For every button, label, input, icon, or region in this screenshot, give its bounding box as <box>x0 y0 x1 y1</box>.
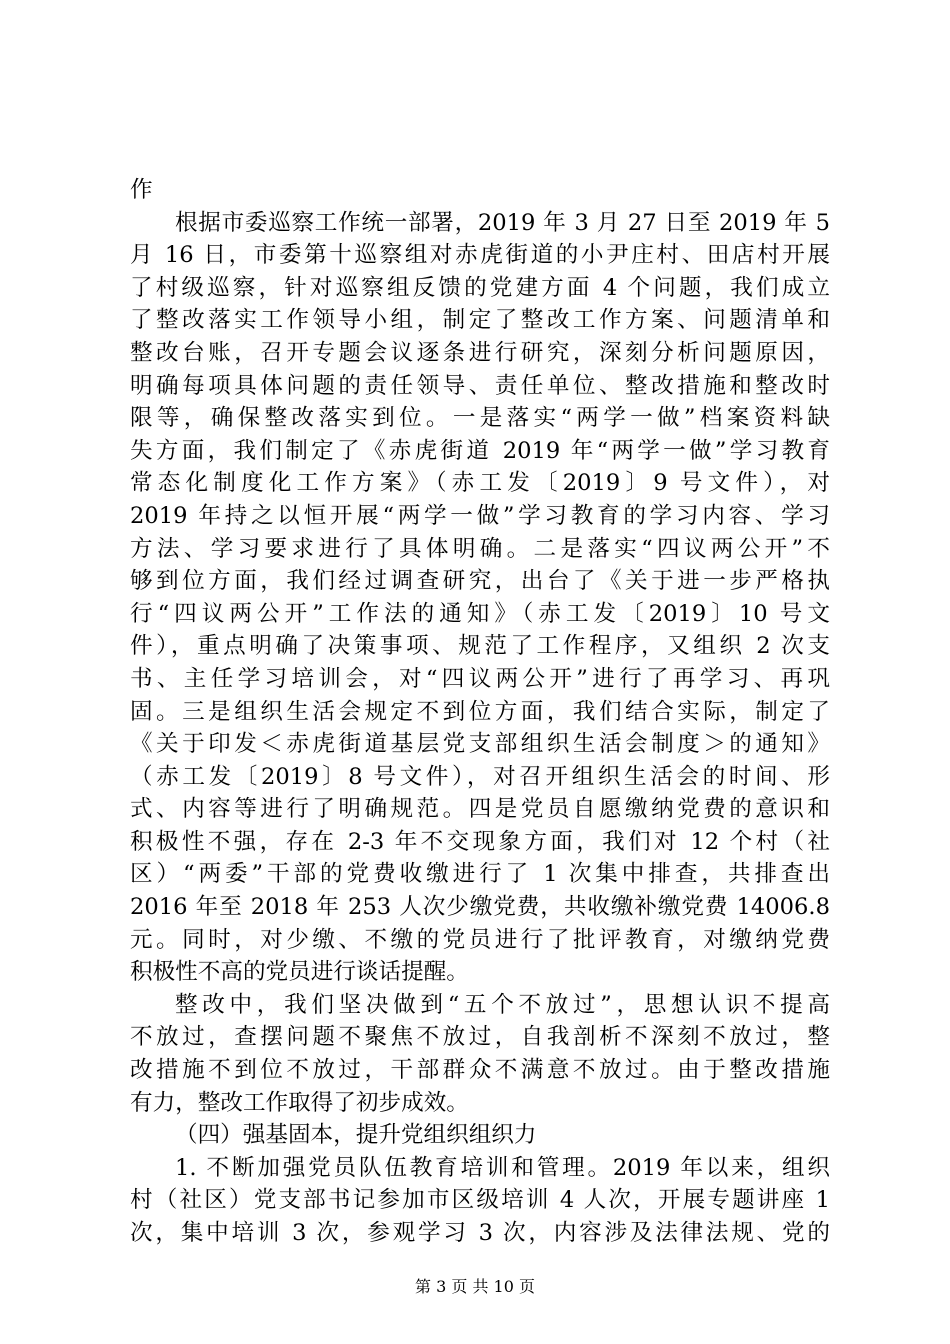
text-line: 书、主任学习培训会，对“四议两公开”进行了再学习、再巩 <box>130 665 830 692</box>
text-line: 固。三是组织生活会规定不到位方面，我们结合实际，制定了 <box>130 698 830 725</box>
text-line: 村（社区）党支部书记参加市区级培训 4 人次，开展专题讲座 1 <box>130 1187 830 1214</box>
text-line: 行“四议两公开”工作法的通知》（赤工发〔2019〕10 号文 <box>130 600 830 627</box>
text-line: 1. 不断加强党员队伍教育培训和管理。2019 年以来，组织 <box>175 1154 830 1181</box>
text-line: 了整改落实工作领导小组，制定了整改工作方案、问题清单和 <box>130 307 830 334</box>
text-line: 2016 年至 2018 年 253 人次少缴党费，共收缴补缴党费 14006.8 <box>130 894 830 921</box>
text-line: 改措施不到位不放过，干部群众不满意不放过。由于整改措施 <box>130 1057 830 1084</box>
text-line: 够到位方面，我们经过调查研究，出台了《关于进一步严格执 <box>130 568 830 595</box>
text-line: 式、内容等进行了明确规范。四是党员自愿缴纳党费的意识和 <box>130 796 830 823</box>
text-line: 了村级巡察，针对巡察组反馈的党建方面 4 个问题，我们成立 <box>130 274 830 301</box>
page-footer: 第 3 页 共 10 页 <box>415 1277 535 1296</box>
text-line: 明确每项具体问题的责任领导、责任单位、整改措施和整改时 <box>130 372 830 399</box>
text-line: 整改台账，召开专题会议逐条进行研究，深刻分析问题原因， <box>130 339 830 366</box>
body-text <box>130 174 830 1250</box>
text-line: 失方面，我们制定了《赤虎街道 2019 年“两学一做”学习教育 <box>130 437 830 464</box>
text-line: 常态化制度化工作方案》（赤工发〔2019〕9 号文件），对 <box>130 470 830 497</box>
text-line: 区）“两委”干部的党费收缴进行了 1 次集中排查，共排查出 <box>130 861 830 888</box>
text-line: 作 <box>130 177 153 203</box>
text-line: 限等，确保整改落实到位。一是落实“两学一做”档案资料缺 <box>130 405 830 432</box>
text-line: 件），重点明确了决策事项、规范了工作程序，又组织 2 次支 <box>130 633 830 660</box>
text-line: 元。同时，对少缴、不缴的党员进行了批评教育，对缴纳党费 <box>130 926 830 953</box>
text-line: 《关于印发＜赤虎街道基层党支部组织生活会制度＞的通知》 <box>130 731 830 758</box>
text-line: 有力，整改工作取得了初步成效。 <box>130 1089 469 1116</box>
text-line: （赤工发〔2019〕8 号文件），对召开组织生活会的时间、形 <box>130 763 830 790</box>
text-line: 月 16 日，市委第十巡察组对赤虎街道的小尹庄村、田店村开展 <box>130 242 830 269</box>
text-line: 次，集中培训 3 次，参观学习 3 次，内容涉及法律法规、党的 <box>130 1220 830 1246</box>
text-line: 根据市委巡察工作统一部署，2019 年 3 月 27 日至 2019 年 5 <box>175 209 830 236</box>
text-line: 方法、学习要求进行了具体明确。二是落实“四议两公开”不 <box>130 535 830 562</box>
text-line: 积极性不高的党员进行谈话提醒。 <box>130 959 469 986</box>
text-line: （四）强基固本，提升党组织组织力 <box>175 1122 537 1149</box>
text-line: 不放过，查摆问题不聚焦不放过，自我剖析不深刻不放过，整 <box>130 1024 830 1051</box>
text-line: 积极性不强，存在 2-3 年不交现象方面，我们对 12 个村（社 <box>130 828 830 855</box>
text-line: 2019 年持之以恒开展“两学一做”学习教育的学习内容、学习 <box>130 502 830 529</box>
text-line: 整改中，我们坚决做到“五个不放过”，思想认识不提高 <box>175 991 830 1018</box>
